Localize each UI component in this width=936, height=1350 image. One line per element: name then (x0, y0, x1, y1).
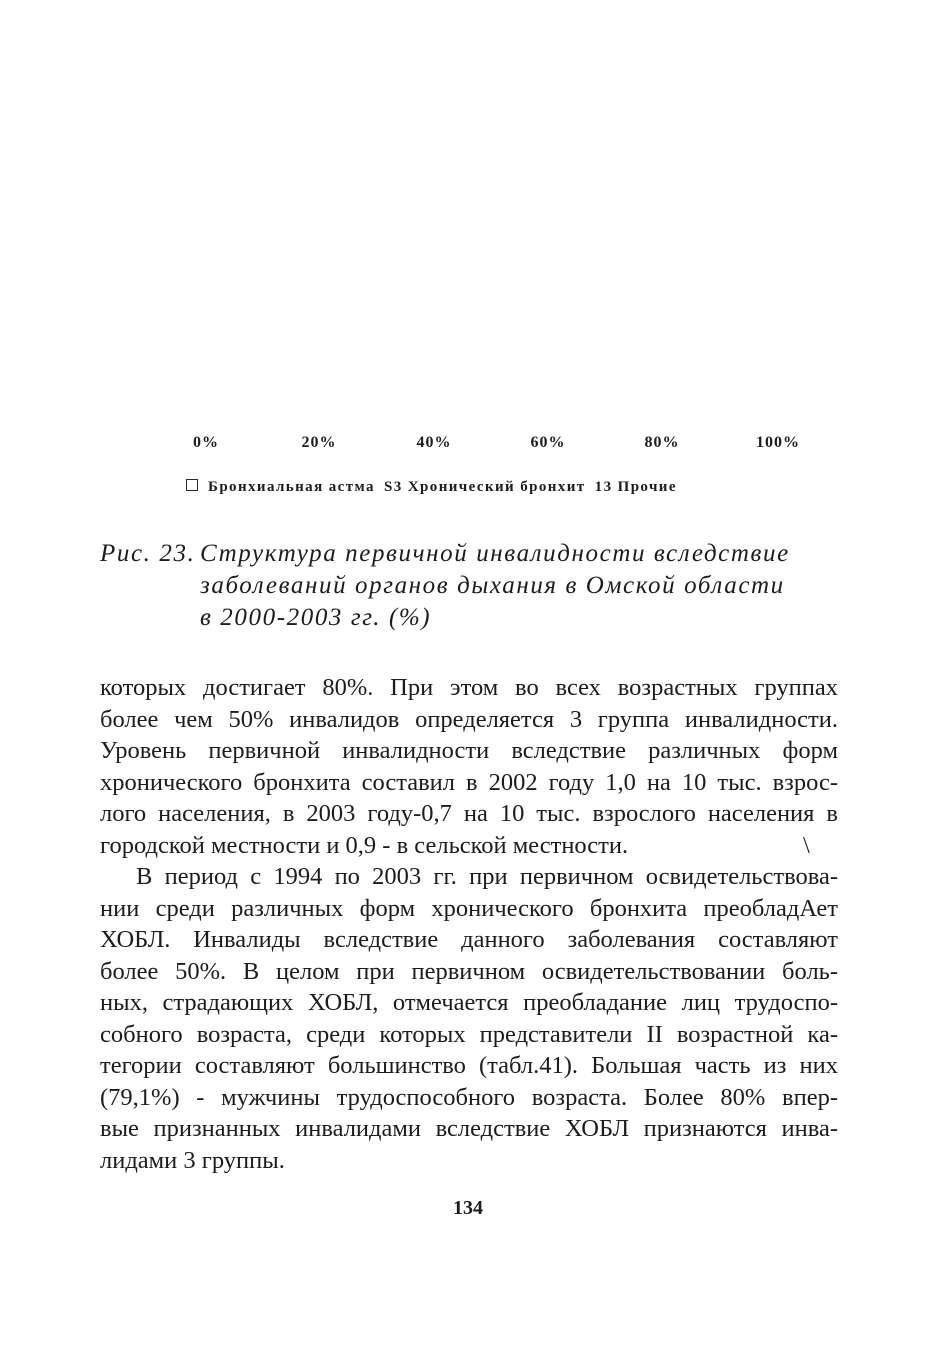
chart-x-axis-ticks (150, 434, 830, 458)
text-line: ных, страдающих ХОБЛ, отмечается преобладание лиц трудоспо- (100, 989, 838, 1016)
text-line: собного возраста, среди которых представители II возрастной ка- (100, 1020, 838, 1048)
legend-item: S3 Хронический бронхит (384, 479, 586, 495)
legend-item: 13 Прочие (594, 479, 677, 495)
text-line: (79,1%) - мужчины трудоспособного возраста. Более 80% впер- (100, 1083, 838, 1111)
text-line: ХОБЛ. Инвалиды вследствие данного заболевания составляют (100, 926, 838, 953)
legend-swatch-icon (186, 479, 198, 491)
stray-mark: \ (803, 831, 810, 859)
text-line: В период с 1994 по 2003 гг. при первичном освидетельствова- (136, 863, 838, 890)
body-text (100, 672, 838, 1176)
tick-label: 20% (301, 434, 337, 451)
text-line: нии среди различных форм хронического бронхита преобладАет (100, 894, 838, 922)
tick-label: 60% (530, 434, 566, 451)
text-line: более 50%. В целом при первичном освидетельствовании боль- (100, 957, 838, 985)
caption-line: Структура первичной инвалидности вследствие (200, 540, 790, 567)
text-line-content: городской местности и 0,9 - в сельской местности. (100, 831, 629, 859)
tick-label: 100% (756, 434, 800, 451)
text-line: Уровень первичной инвалидности вследствие различных форм (100, 737, 838, 764)
text-line: лидами 3 группы. (100, 1146, 285, 1174)
caption-label: Рис. 23. (100, 540, 196, 567)
tick-label: 40% (416, 434, 452, 451)
text-line: вые признанных инвалидами вследствие ХОБЛ признаются инва- (100, 1115, 838, 1142)
caption-line: заболеваний органов дыхания в Омской области (200, 572, 785, 599)
page-number: 134 (453, 1197, 483, 1219)
text-line: тегории составляют большинство (табл.41). Большая часть из них (100, 1052, 838, 1079)
text-line: более чем 50% инвалидов определяется 3 группа инвалидности. (100, 705, 838, 733)
text-line: лого населения, в 2003 году-0,7 на 10 тыс. взрослого населения в (100, 800, 838, 827)
tick-label: 80% (644, 434, 680, 451)
text-line: хронического бронхита составил в 2002 году 1,0 на 10 тыс. взрос- (100, 768, 838, 796)
text-line (100, 830, 838, 862)
text-line: которых достигает 80%. При этом во всех возрастных группах (100, 674, 838, 701)
figure-caption (100, 538, 840, 634)
chart-legend (186, 479, 806, 503)
caption-line: в 2000-2003 гг. (%) (200, 604, 432, 631)
legend-item: Бронхиальная астма (208, 479, 375, 495)
tick-label: 0% (193, 434, 219, 451)
